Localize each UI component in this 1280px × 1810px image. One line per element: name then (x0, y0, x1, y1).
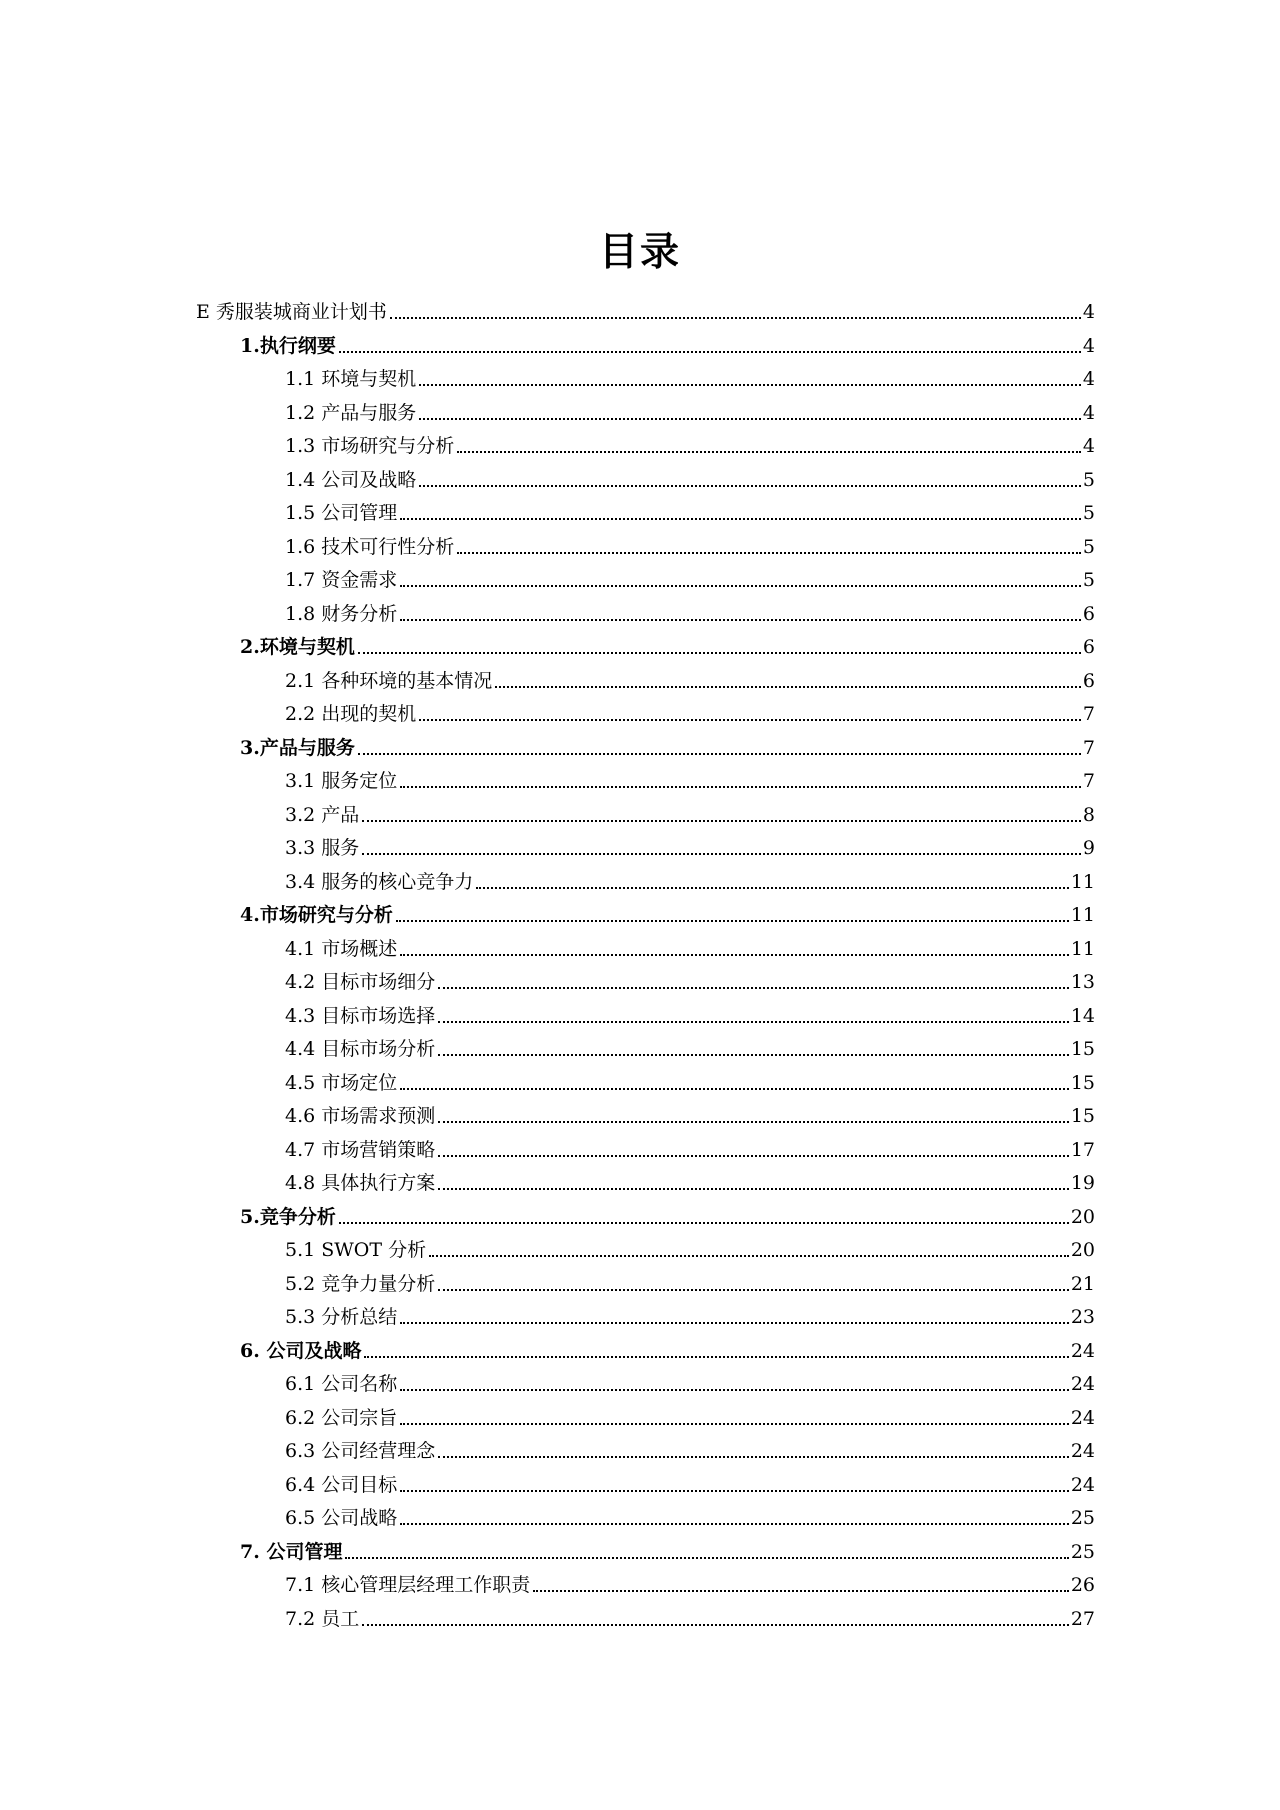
toc-entry-5-3[interactable] (285, 1297, 1095, 1329)
toc-entry-label: 1.执行纲要 (240, 334, 336, 357)
toc-entry-6-3[interactable] (285, 1431, 1095, 1463)
toc-leader-dots (400, 1321, 1069, 1324)
toc-page-number: 24 (1070, 1440, 1095, 1462)
toc-leader-dots (390, 316, 1081, 319)
toc-leader-dots (362, 852, 1081, 855)
toc-entry-label: 4.1 市场概述 (285, 937, 398, 960)
toc-entry-label: 1.6 技术可行性分析 (285, 535, 455, 558)
toc-entry-section-4[interactable] (240, 895, 1095, 927)
toc-entry-1-6[interactable] (285, 527, 1095, 559)
toc-leader-dots (400, 785, 1081, 788)
toc-page-number: 26 (1070, 1574, 1095, 1596)
toc-entry-1-2[interactable] (285, 393, 1095, 425)
toc-page-number: 5 (1082, 468, 1095, 491)
toc-leader-dots (438, 1187, 1069, 1190)
toc-entry-document-title[interactable] (196, 292, 1095, 324)
toc-leader-dots (400, 1388, 1069, 1391)
toc-entry-4-3[interactable] (285, 996, 1095, 1028)
toc-page-number: 15 (1070, 1105, 1095, 1127)
toc-entry-label: 6.4 公司目标 (285, 1473, 398, 1496)
toc-entry-label: 6.1 公司名称 (285, 1373, 398, 1395)
toc-page-number: 21 (1070, 1272, 1095, 1295)
toc-leader-dots (400, 1422, 1069, 1425)
toc-entry-label: 7. 公司管理 (240, 1540, 343, 1563)
toc-leader-dots (362, 1623, 1069, 1626)
toc-leader-dots (438, 1154, 1069, 1157)
toc-page-number: 4 (1082, 368, 1095, 390)
toc-page-number: 4 (1082, 401, 1095, 424)
toc-entry-4-4[interactable] (285, 1029, 1095, 1061)
toc-leader-dots (396, 919, 1069, 922)
toc-entry-3-1[interactable] (285, 761, 1095, 793)
toc-entry-label: 5.1 SWOT 分析 (285, 1239, 427, 1261)
toc-entry-label: 4.6 市场需求预测 (285, 1105, 436, 1127)
toc-page-number: 11 (1070, 870, 1095, 893)
toc-page-number: 6 (1082, 602, 1095, 625)
toc-entry-label: 7.1 核心管理层经理工作职责 (285, 1574, 531, 1596)
toc-leader-dots (358, 752, 1081, 755)
toc-page-number: 7 (1082, 770, 1095, 792)
toc-page-number: 17 (1070, 1138, 1095, 1161)
toc-leader-dots (495, 685, 1081, 688)
toc-leader-dots (339, 1221, 1069, 1224)
toc-entry-section-1[interactable] (240, 326, 1095, 358)
toc-entry-label: 3.3 服务 (285, 837, 360, 859)
toc-page-number: 25 (1070, 1507, 1095, 1529)
toc-page-number: 5 (1082, 569, 1095, 591)
toc-page-number: 24 (1070, 1473, 1095, 1496)
toc-entry-label: 2.1 各种环境的基本情况 (285, 669, 493, 692)
toc-entry-section-7[interactable] (240, 1532, 1095, 1564)
toc-page-number: 5 (1082, 535, 1095, 558)
toc-leader-dots (400, 1522, 1069, 1525)
toc-entry-label: 6.5 公司战略 (285, 1507, 398, 1529)
toc-entry-label: 3.1 服务定位 (285, 770, 398, 792)
toc-entry-1-8[interactable] (285, 594, 1095, 626)
toc-page-number: 23 (1070, 1306, 1095, 1328)
toc-entry-label: 5.竞争分析 (240, 1205, 336, 1228)
toc-entry-label: 6.2 公司宗旨 (285, 1406, 398, 1429)
toc-leader-dots (438, 1053, 1069, 1056)
toc-entry-label: 1.1 环境与契机 (285, 368, 417, 390)
toc-entry-label: 1.7 资金需求 (285, 569, 398, 591)
toc-page-number: 4 (1082, 334, 1095, 357)
toc-entry-section-6[interactable] (240, 1331, 1095, 1363)
toc-entry-label: 1.5 公司管理 (285, 502, 398, 524)
toc-leader-dots (457, 551, 1081, 554)
toc-entry-label: 4.8 具体执行方案 (285, 1172, 436, 1194)
toc-page-number: 20 (1070, 1239, 1095, 1261)
toc-leader-dots (419, 484, 1081, 487)
toc-page-number: 4 (1082, 301, 1095, 323)
toc-entry-label: 4.5 市场定位 (285, 1071, 398, 1094)
toc-entry-4-7[interactable] (285, 1130, 1095, 1162)
toc-entry-4-6[interactable] (285, 1096, 1095, 1128)
toc-entry-4-5[interactable] (285, 1063, 1095, 1095)
toc-leader-dots (339, 350, 1081, 353)
toc-page-number: 5 (1082, 502, 1095, 524)
toc-leader-dots (533, 1589, 1069, 1592)
toc-entry-label: 6.3 公司经营理念 (285, 1440, 436, 1462)
toc-page-number: 19 (1070, 1172, 1095, 1194)
toc-entry-1-1[interactable] (285, 359, 1095, 391)
toc-entry-6-1[interactable] (285, 1364, 1095, 1396)
toc-leader-dots (400, 618, 1081, 621)
toc-entry-label: 4.2 目标市场细分 (285, 971, 436, 993)
toc-entry-2-1[interactable] (285, 661, 1095, 693)
toc-page-number: 6 (1082, 636, 1095, 658)
toc-entry-7-1[interactable] (285, 1565, 1095, 1597)
toc-leader-dots (438, 1020, 1069, 1023)
toc-leader-dots (419, 718, 1081, 721)
toc-leader-dots (400, 953, 1069, 956)
toc-page-number: 24 (1070, 1373, 1095, 1395)
toc-leader-dots (400, 584, 1081, 587)
toc-leader-dots (438, 1288, 1069, 1291)
toc-entry-label: 2.环境与契机 (240, 636, 355, 658)
toc-entry-label: 1.8 财务分析 (285, 602, 398, 625)
toc-page-number: 25 (1070, 1540, 1095, 1563)
toc-entry-label: 1.3 市场研究与分析 (285, 435, 455, 457)
toc-page-number: 15 (1070, 1071, 1095, 1094)
toc-leader-dots (400, 1489, 1069, 1492)
toc-page-number: 6 (1082, 669, 1095, 692)
toc-entry-label: 4.7 市场营销策略 (285, 1138, 436, 1161)
toc-page-number: 20 (1070, 1205, 1095, 1228)
toc-entry-3-4[interactable] (285, 862, 1095, 894)
toc-leader-dots (419, 383, 1081, 386)
toc-entry-label: 3.产品与服务 (240, 736, 355, 759)
toc-entry-3-3[interactable] (285, 828, 1095, 860)
toc-page-number: 11 (1070, 937, 1095, 960)
toc-page-number: 7 (1082, 703, 1095, 725)
toc-leader-dots (476, 886, 1069, 889)
toc-entry-4-2[interactable] (285, 962, 1095, 994)
toc-page-number: 24 (1070, 1406, 1095, 1429)
toc-page-number: 13 (1070, 971, 1095, 993)
toc-leader-dots (345, 1556, 1068, 1559)
toc-entry-label: 4.3 目标市场选择 (285, 1004, 436, 1027)
toc-entry-3-2[interactable] (285, 795, 1095, 827)
page-title: 目录 (598, 229, 681, 275)
toc-page-number: 9 (1082, 837, 1095, 859)
toc-entry-label: 3.4 服务的核心竞争力 (285, 870, 474, 893)
toc-entry-6-4[interactable] (285, 1465, 1095, 1497)
toc-entry-2-2[interactable] (285, 694, 1095, 726)
toc-entry-label: 4.市场研究与分析 (240, 904, 393, 926)
toc-entry-section-5[interactable] (240, 1197, 1095, 1229)
toc-entry-1-5[interactable] (285, 493, 1095, 525)
toc-leader-dots (457, 450, 1081, 453)
toc-entry-4-8[interactable] (285, 1163, 1095, 1195)
toc-leader-dots (419, 417, 1081, 420)
toc-entry-section-2[interactable] (240, 627, 1095, 659)
toc-entry-label: E 秀服装城商业计划书 (196, 301, 387, 323)
toc-leader-dots (362, 819, 1081, 822)
toc-entry-5-2[interactable] (285, 1264, 1095, 1296)
toc-entry-1-4[interactable] (285, 460, 1095, 492)
toc-page-number: 24 (1070, 1339, 1095, 1362)
toc-leader-dots (438, 1455, 1069, 1458)
toc-entry-label: 5.3 分析总结 (285, 1306, 398, 1328)
toc-entry-4-1[interactable] (285, 929, 1095, 961)
toc-entry-6-5[interactable] (285, 1498, 1095, 1530)
toc-entry-label: 1.4 公司及战略 (285, 468, 417, 491)
toc-entry-1-7[interactable] (285, 560, 1095, 592)
toc-entry-5-1[interactable] (285, 1230, 1095, 1262)
toc-entry-label: 7.2 员工 (285, 1607, 360, 1630)
toc-entry-6-2[interactable] (285, 1398, 1095, 1430)
toc-entry-section-3[interactable] (240, 728, 1095, 760)
toc-page-number: 7 (1082, 736, 1095, 759)
toc-leader-dots (429, 1254, 1069, 1257)
toc-entry-1-3[interactable] (285, 426, 1095, 458)
toc-entry-label: 1.2 产品与服务 (285, 401, 417, 424)
toc-page-number: 11 (1070, 904, 1095, 926)
toc-leader-dots (358, 651, 1081, 654)
toc-page-number: 14 (1070, 1004, 1095, 1027)
toc-leader-dots (438, 986, 1069, 989)
toc-page-number: 27 (1070, 1607, 1095, 1630)
toc-entry-label: 3.2 产品 (285, 803, 360, 826)
toc-entry-label: 4.4 目标市场分析 (285, 1038, 436, 1060)
toc-entry-label: 6. 公司及战略 (240, 1339, 362, 1362)
toc-entry-label: 5.2 竞争力量分析 (285, 1272, 436, 1295)
toc-leader-dots (400, 1087, 1069, 1090)
toc-leader-dots (438, 1120, 1069, 1123)
toc-page-number: 15 (1070, 1038, 1095, 1060)
toc-page-number: 4 (1082, 435, 1095, 457)
toc-page-number: 8 (1082, 803, 1095, 826)
toc-entry-7-2[interactable] (285, 1599, 1095, 1631)
toc-entry-label: 2.2 出现的契机 (285, 703, 417, 725)
toc-leader-dots (364, 1355, 1068, 1358)
toc-leader-dots (400, 517, 1081, 520)
